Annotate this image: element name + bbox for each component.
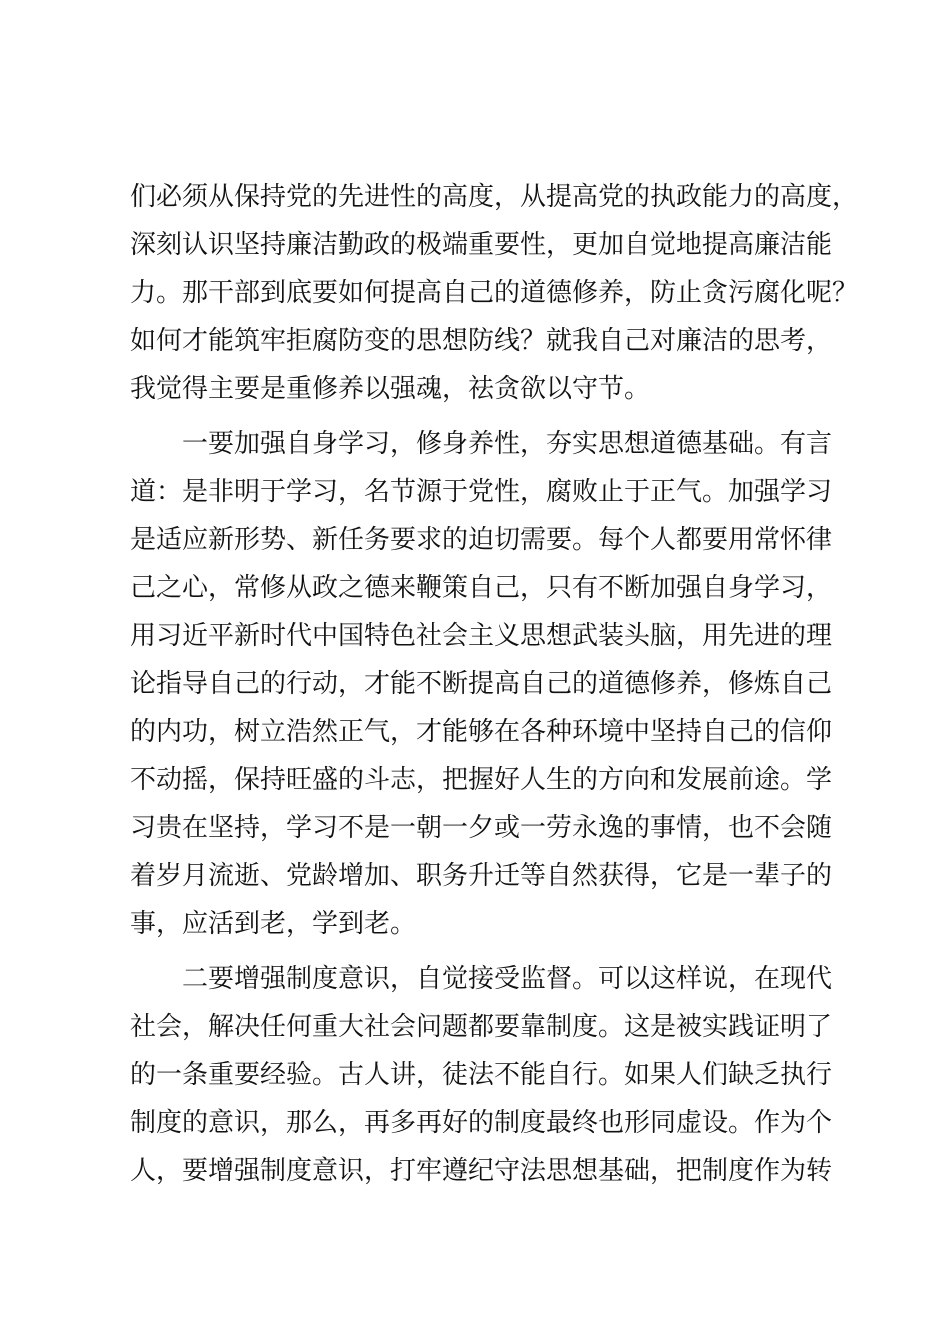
text-line: 如何才能筑牢拒腐防变的思想防线？就我自己对廉洁的思考， xyxy=(130,326,833,356)
text-line: 道：是非明于学习，名节源于党性，腐败止于正气。加强学习 xyxy=(130,477,833,507)
text-line: 是适应新形势、新任务要求的迫切需要。每个人都要用常怀律 xyxy=(130,525,833,555)
text-line: 们必须从保持党的先进性的高度，从提高党的执政能力的高度， xyxy=(130,182,859,212)
text-line: 制度的意识，那么，再多再好的制度最终也形同虚设。作为个 xyxy=(130,1108,833,1138)
text-line: 的内功，树立浩然正气，才能够在各种环境中坚持自己的信仰 xyxy=(130,717,833,747)
text-line: 己之心，常修从政之德来鞭策自己，只有不断加强自身学习， xyxy=(130,573,833,603)
text-line: 社会，解决任何重大社会问题都要靠制度。这是被实践证明了 xyxy=(130,1012,833,1042)
text-line: 不动摇，保持旺盛的斗志，把握好人生的方向和发展前途。学 xyxy=(130,765,833,795)
text-line: 力。那干部到底要如何提高自己的道德修养，防止贪污腐化呢？ xyxy=(130,278,859,308)
text-line: 论指导自己的行动，才能不断提高自己的道德修养，修炼自己 xyxy=(130,669,833,699)
text-line: 的一条重要经验。古人讲，徒法不能自行。如果人们缺乏执行 xyxy=(130,1060,833,1090)
text-line: 用习近平新时代中国特色社会主义思想武装头脑，用先进的理 xyxy=(130,621,833,651)
text-line: 二要增强制度意识，自觉接受监督。可以这样说，在现代 xyxy=(130,964,833,994)
text-line: 事，应活到老，学到老。 xyxy=(130,909,417,939)
text-line: 深刻认识坚持廉洁勤政的极端重要性，更加自觉地提高廉洁能 xyxy=(130,230,833,260)
text-line: 着岁月流逝、党龄增加、职务升迁等自然获得，它是一辈子的 xyxy=(130,861,833,891)
text-line: 人，要增强制度意识，打牢遵纪守法思想基础，把制度作为转 xyxy=(130,1156,833,1186)
text-line: 习贵在坚持，学习不是一朝一夕或一劳永逸的事情，也不会随 xyxy=(130,813,833,843)
text-line: 我觉得主要是重修养以强魂，祛贪欲以守节。 xyxy=(130,374,651,404)
text-line: 一要加强自身学习，修身养性，夯实思想道德基础。有言 xyxy=(130,429,833,459)
